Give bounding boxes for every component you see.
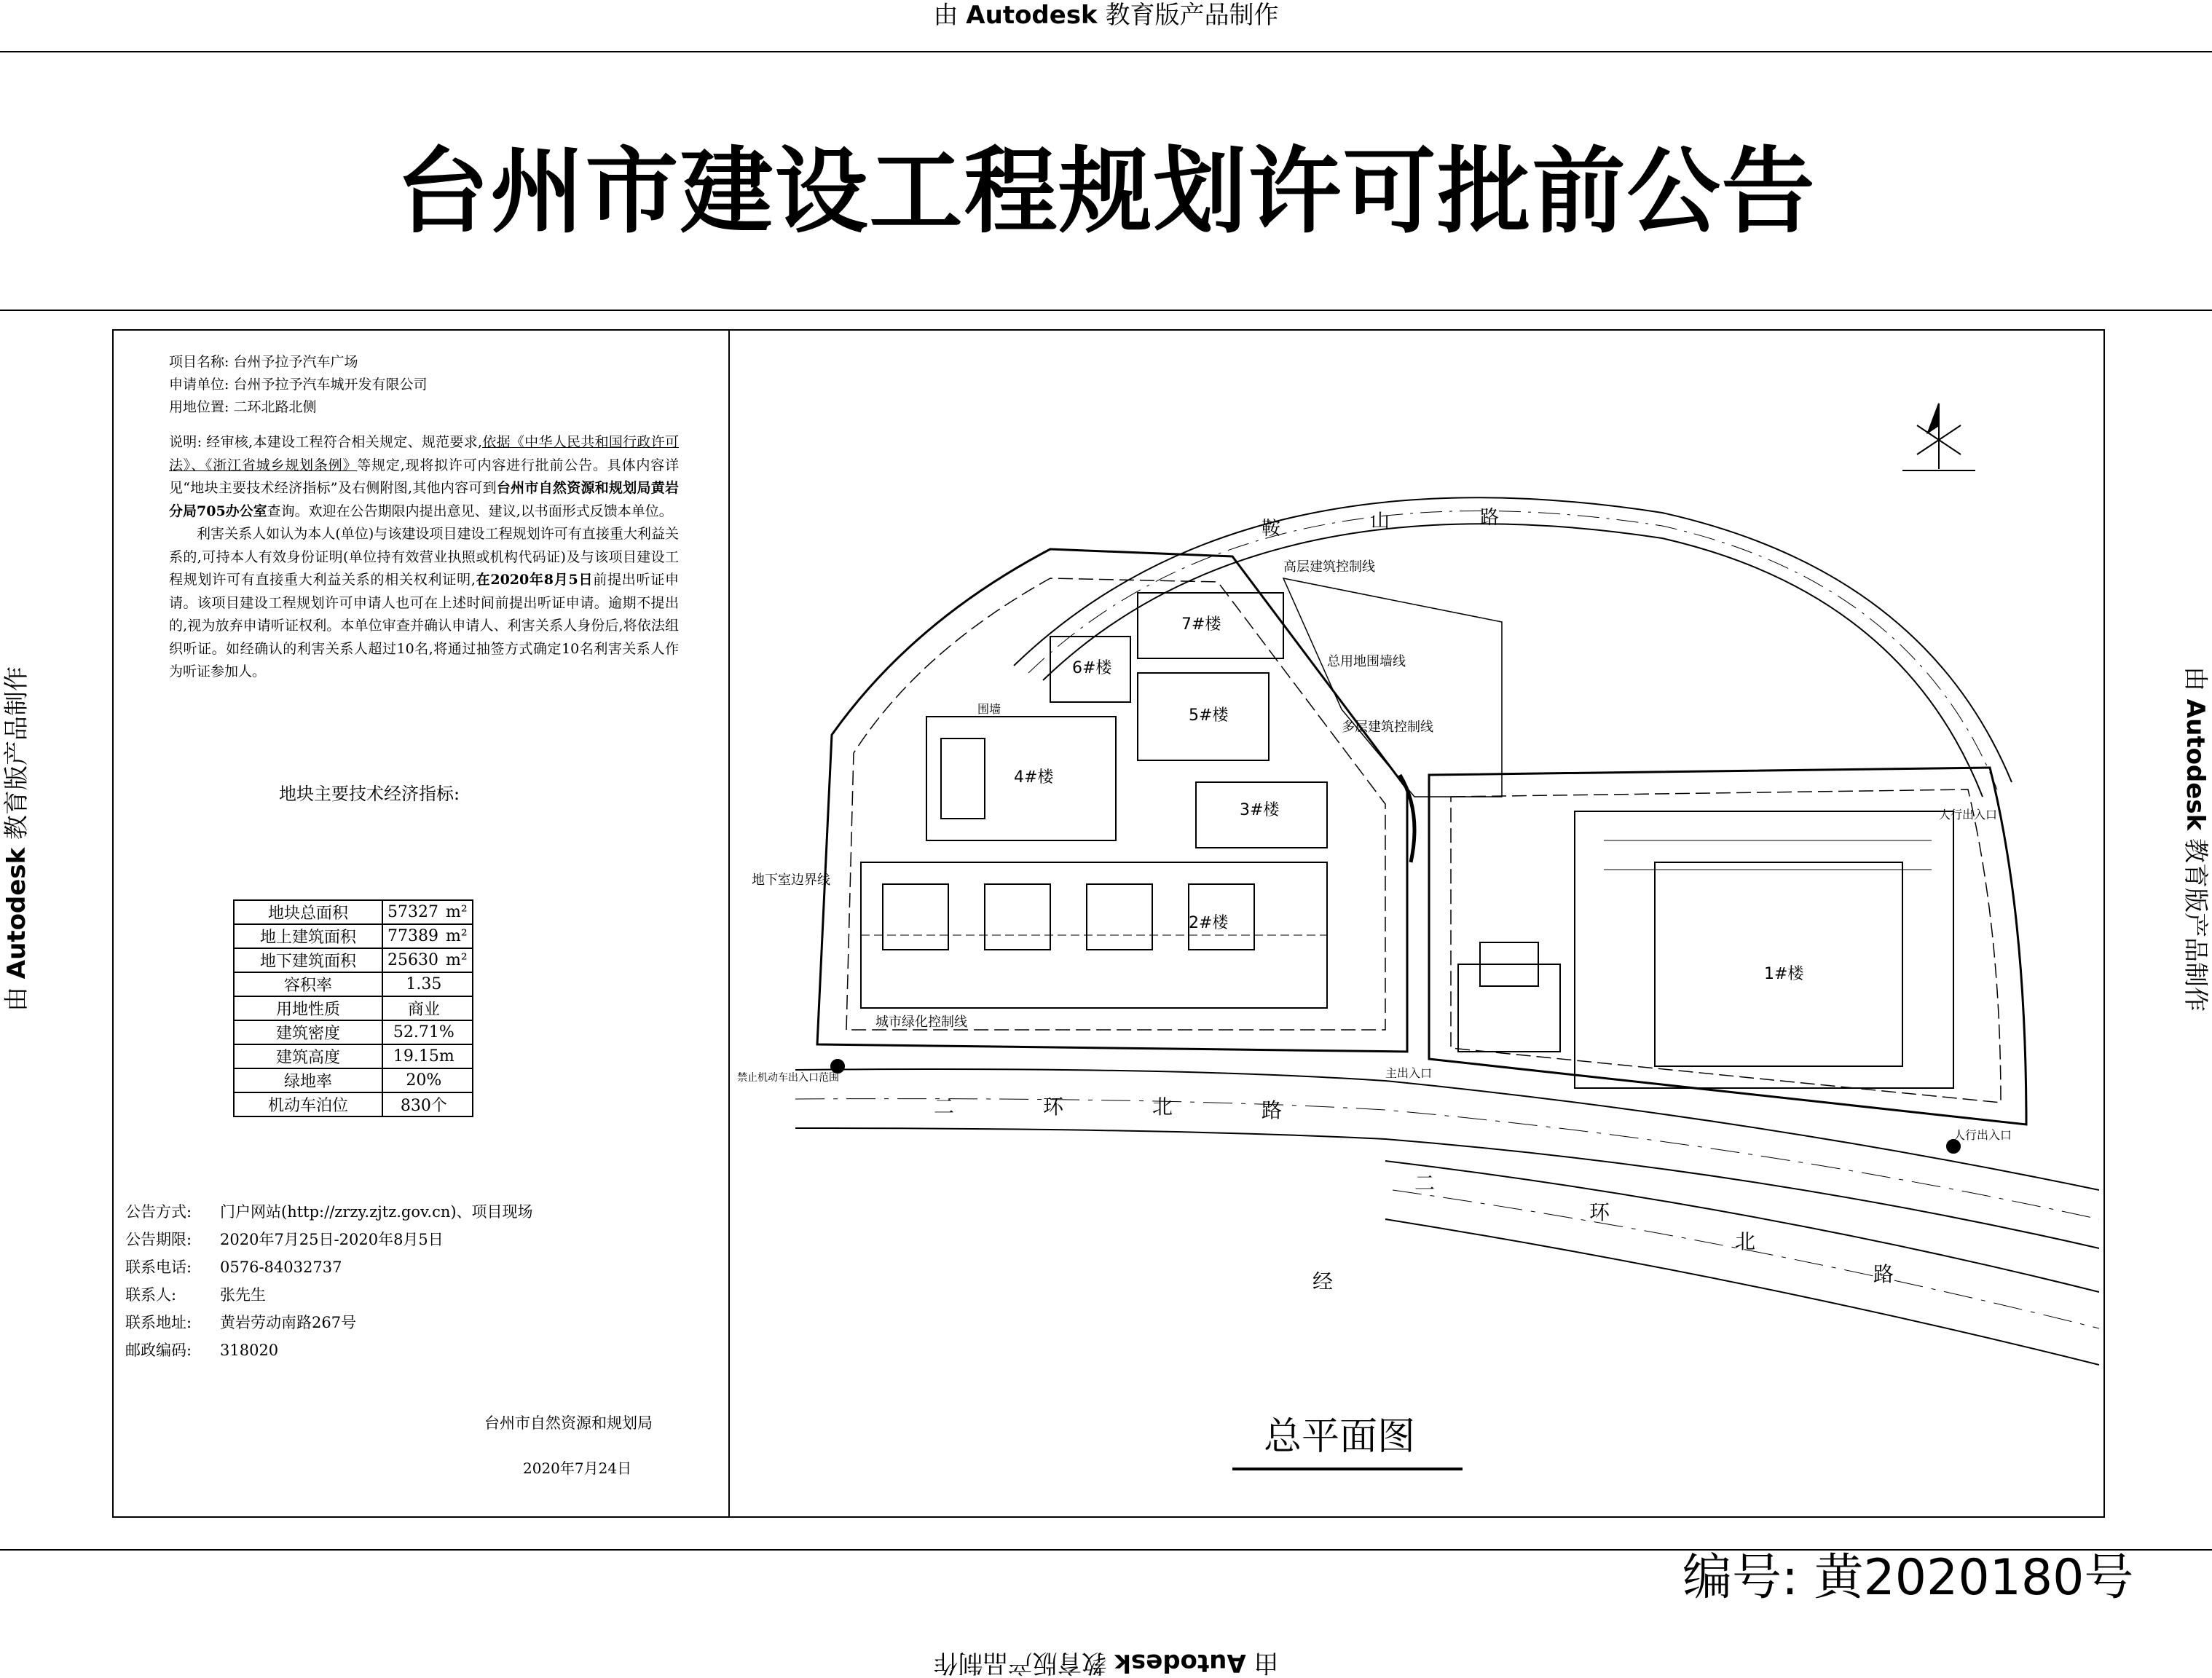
road-erhuan-north [795, 1069, 2099, 1365]
building-2 [861, 862, 1327, 1008]
contact-row: 联系人: 张先生 [125, 1286, 266, 1304]
label-high-rise-line: 高层建筑控制线 [1283, 559, 1375, 575]
site-plan-drawing [730, 331, 2099, 1512]
label-building-6: 6#楼 [1072, 659, 1112, 677]
label-building-2: 2#楼 [1189, 914, 1229, 932]
road-char-2: 山 [1371, 511, 1390, 532]
indices-row [234, 924, 473, 948]
label-building-4: 4#楼 [1014, 768, 1054, 787]
index-value: 20% [382, 1068, 473, 1092]
label-building-3: 3#楼 [1240, 801, 1280, 819]
notice-paragraph-2: 利害关系人如认为本人(单位)与该建设项目建设工程规划许可有直接重大利益关系的,可持本人有效身份证明(单位持有效营业执照或机构代码证)及与该项目建设工程规划许可有直接重大利益关系的相关权利证明,在2020年8月5日前提出听证申请。该项目建设工程规划许可申请人也可在上述时间前提出听证申请。逾期不提出的,视为放弃申请听证权利。本单位审查并确认申请人、利害关系人身份后,将依法组织听证。如经确认的利害关系人超过10名,将通过抽签方式确定10名利害关系人作为听证参加人。 [169, 526, 679, 680]
watermark-right: 由 Autodesk 教育版产品制作 [2181, 666, 2210, 1012]
road-char-5: 环 [1043, 1095, 1064, 1119]
applicant: 台州予拉予汽车城开发有限公司 [233, 377, 428, 393]
indices-row [234, 900, 473, 924]
road-char-3: 路 [1480, 507, 1500, 529]
label-wall: 围墙 [977, 702, 1001, 716]
project-name-row: 项目名称: 台州予拉予汽车广场 [169, 354, 358, 370]
watermark-left: 由 Autodesk 教育版产品制作 [2, 666, 31, 1012]
marker-west [831, 1060, 844, 1073]
issuing-organization: 台州市自然资源和规划局 [484, 1414, 653, 1432]
indices-title: 地块主要技术经济指标: [279, 784, 460, 804]
plan-caption-underline [1232, 1468, 1463, 1470]
road-char-7: 路 [1262, 1098, 1283, 1122]
road-char-4: 二 [934, 1095, 955, 1119]
road-anshan [1014, 497, 2012, 797]
plan-caption: 总平面图 [1264, 1415, 1416, 1459]
road-char-8: 二 [1414, 1171, 1436, 1195]
location-row: 用地位置: 二环北路北侧 [169, 399, 317, 415]
notice-paragraph-1: 说明: 经审核,本建设工程符合相关规定、规范要求,依据《中华人民共和国行政许可法》、《浙江省城乡规划条例》等规定,现将拟许可内容进行批前公告。具体内容详见“地块主要技术经济指标”及右侧附图,其他内容可到台州市自然资源和规划局黄岩分局705办公室查询。欢迎在公告期限内提出意见、建议,以书面形式反馈本单位。 [169, 434, 679, 519]
index-name: 地上建筑面积 [234, 924, 382, 948]
index-name: 机动车泊位 [234, 1092, 382, 1116]
road-char-9: 环 [1589, 1200, 1610, 1224]
index-value: 商业 [382, 996, 473, 1020]
index-value: 19.15m [382, 1044, 473, 1068]
project-name: 台州予拉予汽车广场 [233, 354, 358, 370]
applicant-row: 申请单位: 台州予拉予汽车城开发有限公司 [169, 377, 428, 393]
label-entrance-1: 人行出入口 [1939, 808, 1998, 822]
label-no-exit: 禁止机动车出入口范围 [737, 1072, 839, 1084]
label-green-line: 城市绿化控制线 [875, 1015, 967, 1030]
indices-row [234, 1092, 473, 1116]
indices-row [234, 972, 473, 996]
notice-title: 台州市建设工程规划许可批前公告 [395, 138, 1817, 246]
issue-date: 2020年7月24日 [523, 1460, 632, 1477]
index-name: 地块总面积 [234, 900, 382, 924]
label-entrance-2: 人行出入口 [1953, 1128, 2012, 1142]
index-value: 1.35 [382, 972, 473, 996]
label-basement-line: 地下室边界线 [752, 873, 830, 888]
contact-row: 联系电话: 0576-84032737 [125, 1258, 342, 1276]
contact-info [125, 1198, 533, 1364]
high-rise-control-line [1283, 578, 1502, 797]
label-building-1: 1#楼 [1764, 965, 1804, 983]
contact-row: 邮政编码: 318020 [125, 1342, 279, 1359]
indices-table [233, 899, 473, 1117]
location: 二环北路北侧 [233, 399, 317, 415]
index-name: 建筑密度 [234, 1020, 382, 1044]
label-entrance-3: 主出入口 [1385, 1066, 1433, 1080]
site-east-boundary [1429, 768, 2026, 1124]
building-1 [1575, 811, 1953, 1088]
index-value: 830个 [382, 1092, 473, 1116]
label-multi-line: 多层建筑控制线 [1342, 720, 1433, 735]
indices-row [234, 1044, 473, 1068]
road-char-11: 路 [1873, 1262, 1894, 1286]
label-building-5: 5#楼 [1189, 706, 1229, 725]
contact-row: 公告期限: 2020年7月25日-2020年8月5日 [125, 1231, 444, 1248]
contact-row: 联系地址: 黄岩劳动南路267号 [125, 1314, 357, 1331]
index-name: 用地性质 [234, 996, 382, 1020]
indices-row [234, 996, 473, 1020]
title-separator [0, 310, 2212, 311]
index-name: 地下建筑面积 [234, 948, 382, 972]
watermark-bottom: 由 Autodesk 教育版产品制作 [933, 1648, 1279, 1677]
building-annex [1458, 942, 1560, 1052]
index-name: 容积率 [234, 972, 382, 996]
indices-row [234, 1068, 473, 1092]
label-boundary-wall: 总用地围墙线 [1327, 654, 1406, 669]
index-name: 绿地率 [234, 1068, 382, 1092]
road-char-12: 经 [1312, 1269, 1334, 1293]
indices-row [234, 948, 473, 972]
index-value: 77389 m² [382, 924, 473, 948]
document-number: 编号: 黄2020180号 [1682, 1549, 2134, 1607]
contact-row: 公告方式: 门户网站(http://zrzy.zjtz.gov.cn)、项目现场 [125, 1203, 533, 1221]
road-char-1: 鞍 [1262, 518, 1281, 540]
watermark-top: 由 Autodesk 教育版产品制作 [933, 1, 1279, 30]
indices-row [234, 1020, 473, 1044]
project-info [169, 351, 679, 419]
notice-body [169, 431, 679, 684]
road-char-6: 北 [1152, 1095, 1173, 1119]
road-char-10: 北 [1735, 1229, 1756, 1253]
label-building-7: 7#楼 [1181, 615, 1221, 634]
index-value: 57327 m² [382, 900, 473, 924]
index-value: 25630 m² [382, 948, 473, 972]
index-value: 52.71% [382, 1020, 473, 1044]
north-arrow-icon [1902, 403, 1975, 470]
index-name: 建筑高度 [234, 1044, 382, 1068]
